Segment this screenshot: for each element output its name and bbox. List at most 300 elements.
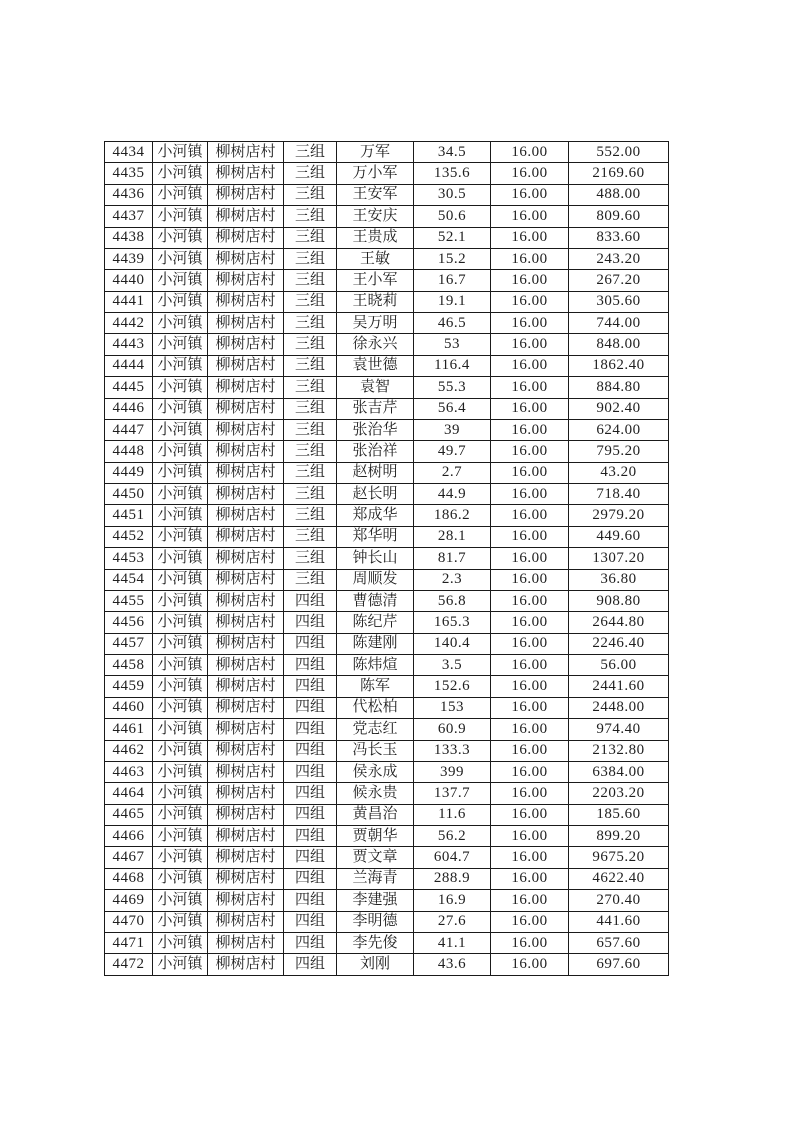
cell-name: 李明德: [337, 911, 414, 932]
cell-name: 代松柏: [337, 697, 414, 718]
cell-group: 三组: [284, 548, 337, 569]
cell-town: 小河镇: [153, 334, 208, 355]
table-row: [105, 462, 669, 483]
table-row: [105, 334, 669, 355]
cell-name: 党志红: [337, 719, 414, 740]
cell-group: 四组: [284, 954, 337, 975]
table-row: [105, 313, 669, 334]
cell-unit-price: 16.00: [491, 142, 569, 163]
cell-amount: 795.20: [569, 441, 669, 462]
table-row: [105, 826, 669, 847]
cell-name: 赵长明: [337, 484, 414, 505]
cell-quantity: 50.6: [414, 206, 491, 227]
table-row: [105, 398, 669, 419]
cell-village: 柳树店村: [208, 890, 284, 911]
cell-amount: 2979.20: [569, 505, 669, 526]
cell-name: 侯永成: [337, 761, 414, 782]
cell-quantity: 28.1: [414, 526, 491, 547]
cell-group: 三组: [284, 505, 337, 526]
cell-unit-price: 16.00: [491, 633, 569, 654]
cell-town: 小河镇: [153, 505, 208, 526]
cell-serial: 4434: [105, 142, 153, 163]
cell-quantity: 56.4: [414, 398, 491, 419]
cell-name: 王小军: [337, 270, 414, 291]
cell-village: 柳树店村: [208, 569, 284, 590]
cell-serial: 4451: [105, 505, 153, 526]
cell-village: 柳树店村: [208, 184, 284, 205]
cell-quantity: 44.9: [414, 484, 491, 505]
cell-name: 陈炜煊: [337, 655, 414, 676]
cell-unit-price: 16.00: [491, 911, 569, 932]
cell-town: 小河镇: [153, 548, 208, 569]
cell-name: 万小军: [337, 163, 414, 184]
cell-group: 三组: [284, 462, 337, 483]
cell-amount: 2203.20: [569, 783, 669, 804]
cell-name: 钟长山: [337, 548, 414, 569]
table-row: [105, 911, 669, 932]
table-row: [105, 569, 669, 590]
cell-unit-price: 16.00: [491, 377, 569, 398]
payment-table: [104, 141, 669, 976]
cell-village: 柳树店村: [208, 548, 284, 569]
cell-unit-price: 16.00: [491, 740, 569, 761]
cell-name: 冯长玉: [337, 740, 414, 761]
cell-group: 三组: [284, 484, 337, 505]
cell-amount: 2441.60: [569, 676, 669, 697]
cell-village: 柳树店村: [208, 334, 284, 355]
cell-amount: 624.00: [569, 419, 669, 440]
cell-town: 小河镇: [153, 313, 208, 334]
cell-amount: 744.00: [569, 313, 669, 334]
cell-unit-price: 16.00: [491, 526, 569, 547]
table-row: [105, 441, 669, 462]
cell-amount: 270.40: [569, 890, 669, 911]
cell-unit-price: 16.00: [491, 505, 569, 526]
cell-name: 李建强: [337, 890, 414, 911]
cell-quantity: 34.5: [414, 142, 491, 163]
cell-serial: 4461: [105, 719, 153, 740]
cell-town: 小河镇: [153, 441, 208, 462]
cell-group: 三组: [284, 441, 337, 462]
cell-unit-price: 16.00: [491, 419, 569, 440]
cell-quantity: 27.6: [414, 911, 491, 932]
cell-town: 小河镇: [153, 954, 208, 975]
table-row: [105, 868, 669, 889]
cell-town: 小河镇: [153, 398, 208, 419]
table-row: [105, 355, 669, 376]
cell-amount: 902.40: [569, 398, 669, 419]
cell-village: 柳树店村: [208, 783, 284, 804]
cell-village: 柳树店村: [208, 206, 284, 227]
cell-town: 小河镇: [153, 484, 208, 505]
cell-group: 四组: [284, 676, 337, 697]
cell-quantity: 288.9: [414, 868, 491, 889]
table-row: [105, 505, 669, 526]
cell-unit-price: 16.00: [491, 804, 569, 825]
cell-quantity: 152.6: [414, 676, 491, 697]
cell-amount: 1307.20: [569, 548, 669, 569]
cell-group: 四组: [284, 932, 337, 953]
cell-unit-price: 16.00: [491, 761, 569, 782]
cell-name: 徐永兴: [337, 334, 414, 355]
cell-name: 李先俊: [337, 932, 414, 953]
cell-name: 郑成华: [337, 505, 414, 526]
cell-quantity: 52.1: [414, 227, 491, 248]
cell-town: 小河镇: [153, 932, 208, 953]
cell-unit-price: 16.00: [491, 697, 569, 718]
cell-serial: 4457: [105, 633, 153, 654]
cell-serial: 4462: [105, 740, 153, 761]
cell-unit-price: 16.00: [491, 676, 569, 697]
cell-amount: 185.60: [569, 804, 669, 825]
cell-unit-price: 16.00: [491, 847, 569, 868]
table-row: [105, 633, 669, 654]
cell-quantity: 2.3: [414, 569, 491, 590]
cell-quantity: 116.4: [414, 355, 491, 376]
table-row: [105, 206, 669, 227]
cell-serial: 4456: [105, 612, 153, 633]
cell-amount: 9675.20: [569, 847, 669, 868]
table-row: [105, 740, 669, 761]
cell-unit-price: 16.00: [491, 227, 569, 248]
cell-group: 三组: [284, 419, 337, 440]
cell-town: 小河镇: [153, 612, 208, 633]
cell-village: 柳树店村: [208, 868, 284, 889]
cell-unit-price: 16.00: [491, 184, 569, 205]
cell-quantity: 11.6: [414, 804, 491, 825]
cell-group: 四组: [284, 719, 337, 740]
cell-serial: 4436: [105, 184, 153, 205]
cell-village: 柳树店村: [208, 676, 284, 697]
cell-unit-price: 16.00: [491, 569, 569, 590]
cell-unit-price: 16.00: [491, 291, 569, 312]
cell-town: 小河镇: [153, 826, 208, 847]
cell-serial: 4452: [105, 526, 153, 547]
cell-serial: 4435: [105, 163, 153, 184]
cell-group: 四组: [284, 847, 337, 868]
cell-group: 三组: [284, 398, 337, 419]
cell-town: 小河镇: [153, 206, 208, 227]
cell-quantity: 135.6: [414, 163, 491, 184]
cell-name: 曹德清: [337, 590, 414, 611]
cell-serial: 4467: [105, 847, 153, 868]
cell-quantity: 140.4: [414, 633, 491, 654]
cell-amount: 552.00: [569, 142, 669, 163]
cell-town: 小河镇: [153, 184, 208, 205]
cell-village: 柳树店村: [208, 291, 284, 312]
cell-village: 柳树店村: [208, 526, 284, 547]
cell-serial: 4438: [105, 227, 153, 248]
cell-serial: 4453: [105, 548, 153, 569]
cell-town: 小河镇: [153, 655, 208, 676]
cell-name: 陈建刚: [337, 633, 414, 654]
cell-village: 柳树店村: [208, 740, 284, 761]
cell-serial: 4471: [105, 932, 153, 953]
cell-quantity: 39: [414, 419, 491, 440]
cell-town: 小河镇: [153, 227, 208, 248]
cell-quantity: 165.3: [414, 612, 491, 633]
table-row: [105, 655, 669, 676]
cell-village: 柳树店村: [208, 954, 284, 975]
cell-group: 四组: [284, 612, 337, 633]
cell-serial: 4466: [105, 826, 153, 847]
cell-name: 吴万明: [337, 313, 414, 334]
cell-town: 小河镇: [153, 697, 208, 718]
cell-serial: 4442: [105, 313, 153, 334]
table-row: [105, 697, 669, 718]
cell-unit-price: 16.00: [491, 441, 569, 462]
cell-amount: 6384.00: [569, 761, 669, 782]
cell-village: 柳树店村: [208, 419, 284, 440]
cell-quantity: 3.5: [414, 655, 491, 676]
cell-name: 张吉芹: [337, 398, 414, 419]
cell-town: 小河镇: [153, 590, 208, 611]
cell-town: 小河镇: [153, 377, 208, 398]
cell-amount: 657.60: [569, 932, 669, 953]
cell-town: 小河镇: [153, 719, 208, 740]
cell-town: 小河镇: [153, 163, 208, 184]
cell-town: 小河镇: [153, 248, 208, 269]
cell-village: 柳树店村: [208, 932, 284, 953]
cell-unit-price: 16.00: [491, 398, 569, 419]
cell-amount: 36.80: [569, 569, 669, 590]
cell-quantity: 41.1: [414, 932, 491, 953]
cell-group: 三组: [284, 142, 337, 163]
cell-unit-price: 16.00: [491, 355, 569, 376]
cell-amount: 267.20: [569, 270, 669, 291]
cell-serial: 4465: [105, 804, 153, 825]
cell-name: 王敏: [337, 248, 414, 269]
cell-amount: 43.20: [569, 462, 669, 483]
cell-amount: 1862.40: [569, 355, 669, 376]
cell-serial: 4454: [105, 569, 153, 590]
cell-group: 四组: [284, 783, 337, 804]
cell-unit-price: 16.00: [491, 826, 569, 847]
cell-quantity: 19.1: [414, 291, 491, 312]
cell-name: 张治华: [337, 419, 414, 440]
cell-group: 四组: [284, 655, 337, 676]
cell-name: 候永贵: [337, 783, 414, 804]
cell-town: 小河镇: [153, 569, 208, 590]
cell-amount: 243.20: [569, 248, 669, 269]
cell-village: 柳树店村: [208, 377, 284, 398]
cell-serial: 4463: [105, 761, 153, 782]
cell-group: 四组: [284, 590, 337, 611]
table-row: [105, 227, 669, 248]
cell-village: 柳树店村: [208, 505, 284, 526]
cell-name: 刘刚: [337, 954, 414, 975]
cell-quantity: 43.6: [414, 954, 491, 975]
cell-quantity: 30.5: [414, 184, 491, 205]
cell-village: 柳树店村: [208, 270, 284, 291]
cell-amount: 56.00: [569, 655, 669, 676]
cell-serial: 4450: [105, 484, 153, 505]
cell-name: 赵树明: [337, 462, 414, 483]
cell-serial: 4472: [105, 954, 153, 975]
cell-unit-price: 16.00: [491, 548, 569, 569]
cell-amount: 718.40: [569, 484, 669, 505]
cell-village: 柳树店村: [208, 911, 284, 932]
table-row: [105, 142, 669, 163]
cell-serial: 4445: [105, 377, 153, 398]
cell-town: 小河镇: [153, 142, 208, 163]
cell-quantity: 81.7: [414, 548, 491, 569]
cell-village: 柳树店村: [208, 847, 284, 868]
cell-unit-price: 16.00: [491, 590, 569, 611]
cell-amount: 697.60: [569, 954, 669, 975]
cell-group: 四组: [284, 890, 337, 911]
cell-quantity: 55.3: [414, 377, 491, 398]
cell-village: 柳树店村: [208, 719, 284, 740]
cell-group: 三组: [284, 270, 337, 291]
table-row: [105, 676, 669, 697]
table-row: [105, 783, 669, 804]
cell-group: 四组: [284, 633, 337, 654]
cell-town: 小河镇: [153, 761, 208, 782]
cell-amount: 833.60: [569, 227, 669, 248]
cell-amount: 2644.80: [569, 612, 669, 633]
cell-town: 小河镇: [153, 291, 208, 312]
cell-name: 周顺发: [337, 569, 414, 590]
table-row: [105, 163, 669, 184]
cell-name: 兰海青: [337, 868, 414, 889]
table-row: [105, 719, 669, 740]
table-row: [105, 954, 669, 975]
cell-name: 张治祥: [337, 441, 414, 462]
table-row: [105, 377, 669, 398]
cell-town: 小河镇: [153, 804, 208, 825]
cell-serial: 4455: [105, 590, 153, 611]
cell-group: 三组: [284, 334, 337, 355]
cell-serial: 4441: [105, 291, 153, 312]
cell-quantity: 16.7: [414, 270, 491, 291]
cell-village: 柳树店村: [208, 163, 284, 184]
cell-serial: 4460: [105, 697, 153, 718]
cell-unit-price: 16.00: [491, 612, 569, 633]
table-body: [105, 142, 669, 976]
cell-village: 柳树店村: [208, 612, 284, 633]
cell-serial: 4437: [105, 206, 153, 227]
cell-name: 王贵成: [337, 227, 414, 248]
cell-village: 柳树店村: [208, 655, 284, 676]
cell-town: 小河镇: [153, 740, 208, 761]
cell-group: 三组: [284, 227, 337, 248]
cell-town: 小河镇: [153, 868, 208, 889]
cell-town: 小河镇: [153, 462, 208, 483]
cell-amount: 809.60: [569, 206, 669, 227]
cell-unit-price: 16.00: [491, 655, 569, 676]
cell-serial: 4448: [105, 441, 153, 462]
cell-name: 王安庆: [337, 206, 414, 227]
cell-amount: 848.00: [569, 334, 669, 355]
cell-group: 四组: [284, 761, 337, 782]
table-row: [105, 804, 669, 825]
table-row: [105, 761, 669, 782]
cell-village: 柳树店村: [208, 355, 284, 376]
cell-name: 陈军: [337, 676, 414, 697]
table-row: [105, 484, 669, 505]
cell-quantity: 2.7: [414, 462, 491, 483]
cell-group: 三组: [284, 569, 337, 590]
cell-name: 袁世德: [337, 355, 414, 376]
table-row: [105, 590, 669, 611]
cell-village: 柳树店村: [208, 142, 284, 163]
cell-unit-price: 16.00: [491, 313, 569, 334]
cell-village: 柳树店村: [208, 761, 284, 782]
cell-group: 四组: [284, 826, 337, 847]
cell-amount: 2246.40: [569, 633, 669, 654]
cell-unit-price: 16.00: [491, 334, 569, 355]
cell-unit-price: 16.00: [491, 932, 569, 953]
cell-quantity: 60.9: [414, 719, 491, 740]
table-row: [105, 270, 669, 291]
cell-serial: 4458: [105, 655, 153, 676]
table-row: [105, 248, 669, 269]
cell-unit-price: 16.00: [491, 868, 569, 889]
cell-town: 小河镇: [153, 676, 208, 697]
cell-name: 郑华明: [337, 526, 414, 547]
cell-serial: 4444: [105, 355, 153, 376]
cell-town: 小河镇: [153, 847, 208, 868]
cell-serial: 4470: [105, 911, 153, 932]
cell-village: 柳树店村: [208, 248, 284, 269]
cell-unit-price: 16.00: [491, 206, 569, 227]
cell-amount: 884.80: [569, 377, 669, 398]
cell-amount: 2169.60: [569, 163, 669, 184]
cell-town: 小河镇: [153, 270, 208, 291]
table-row: [105, 890, 669, 911]
cell-quantity: 153: [414, 697, 491, 718]
cell-unit-price: 16.00: [491, 248, 569, 269]
cell-quantity: 56.2: [414, 826, 491, 847]
table-row: [105, 612, 669, 633]
cell-quantity: 604.7: [414, 847, 491, 868]
cell-serial: 4459: [105, 676, 153, 697]
cell-group: 四组: [284, 911, 337, 932]
table-row: [105, 419, 669, 440]
cell-serial: 4446: [105, 398, 153, 419]
table-row: [105, 291, 669, 312]
table-row: [105, 548, 669, 569]
cell-amount: 899.20: [569, 826, 669, 847]
cell-amount: 305.60: [569, 291, 669, 312]
cell-village: 柳树店村: [208, 462, 284, 483]
cell-unit-price: 16.00: [491, 484, 569, 505]
cell-amount: 908.80: [569, 590, 669, 611]
cell-amount: 441.60: [569, 911, 669, 932]
cell-village: 柳树店村: [208, 313, 284, 334]
cell-town: 小河镇: [153, 890, 208, 911]
cell-group: 三组: [284, 206, 337, 227]
table-row: [105, 184, 669, 205]
cell-quantity: 53: [414, 334, 491, 355]
cell-name: 王安军: [337, 184, 414, 205]
cell-group: 四组: [284, 868, 337, 889]
cell-group: 三组: [284, 377, 337, 398]
cell-group: 三组: [284, 526, 337, 547]
cell-unit-price: 16.00: [491, 270, 569, 291]
cell-name: 贾朝华: [337, 826, 414, 847]
cell-amount: 449.60: [569, 526, 669, 547]
cell-unit-price: 16.00: [491, 783, 569, 804]
cell-quantity: 16.9: [414, 890, 491, 911]
cell-name: 万军: [337, 142, 414, 163]
cell-name: 袁智: [337, 377, 414, 398]
cell-serial: 4439: [105, 248, 153, 269]
cell-unit-price: 16.00: [491, 462, 569, 483]
cell-serial: 4449: [105, 462, 153, 483]
cell-serial: 4468: [105, 868, 153, 889]
